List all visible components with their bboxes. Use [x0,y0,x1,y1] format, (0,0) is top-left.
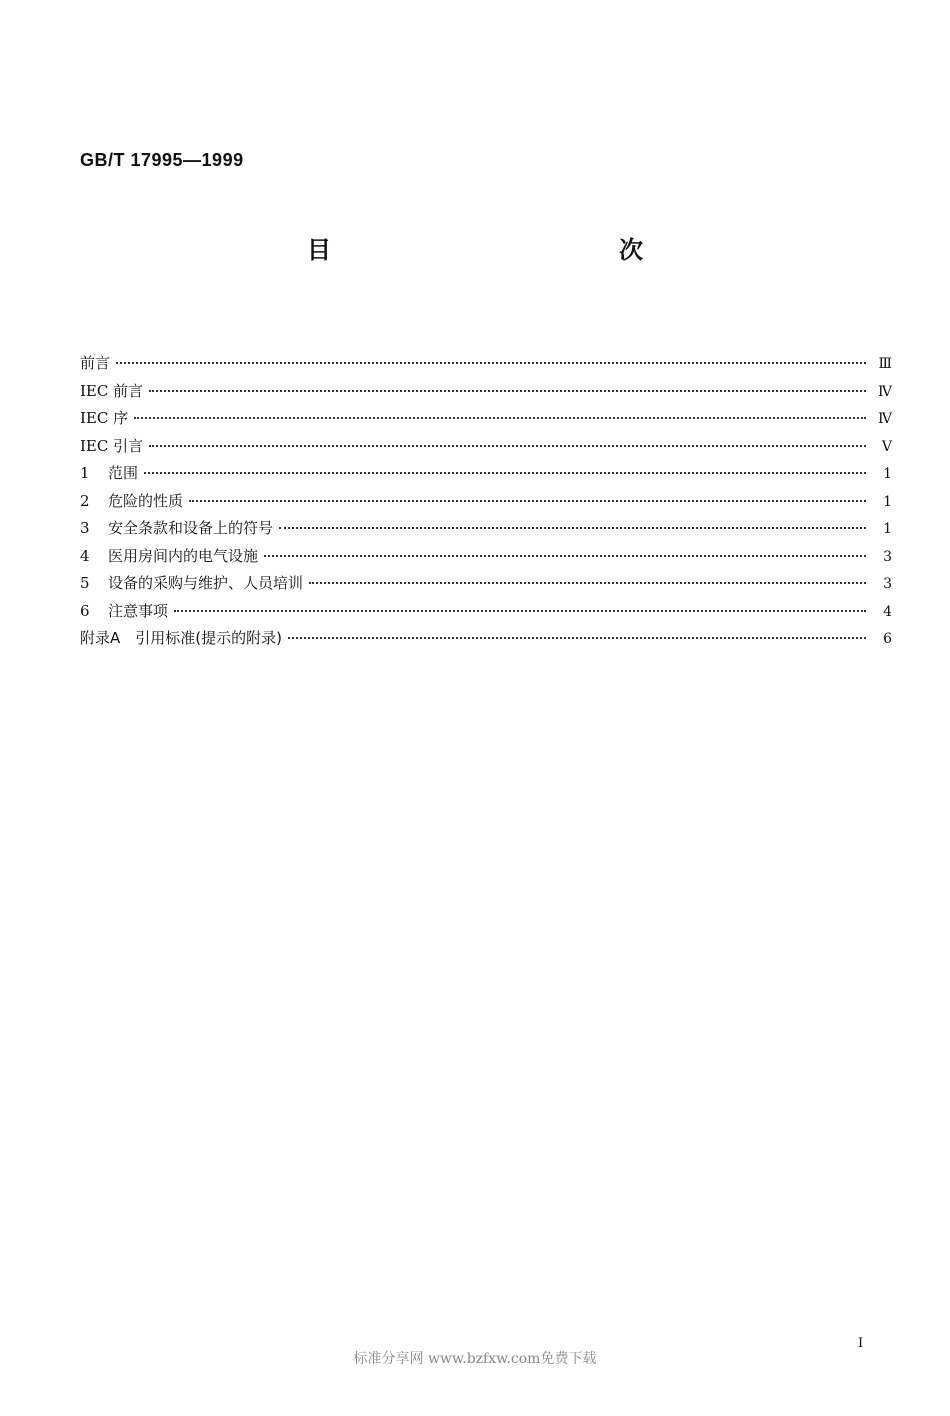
toc-entry-page: 1 [883,521,892,537]
toc-entry-number: 3 [80,519,90,537]
toc-entry-label: IEC 序 [80,409,129,427]
toc-entry[interactable] [80,435,892,463]
dot-leader [116,362,866,364]
dot-leader [279,527,866,529]
toc-entry-label: 范围 [108,464,139,482]
page-title: 目 次 [307,236,723,264]
toc-entry-label: 注意事项 [108,601,169,620]
watermark-footer: 标准分享网 www.bzfxw.com免费下载 [353,1351,597,1367]
toc-entry-page: 3 [883,576,892,592]
toc-entry-page: Ⅳ [878,383,892,400]
toc-entry[interactable] [80,517,892,545]
dot-leader [288,637,866,639]
dot-leader [149,390,866,392]
table-of-contents [80,352,892,655]
toc-entry-number: 2 [80,491,90,510]
toc-entry-label: 安全条款和设备上的符号 [108,519,274,537]
toc-entry-number: 1 [80,464,90,482]
toc-entry-page: Ⅴ [881,438,892,455]
toc-entry-number: 5 [80,574,90,592]
dot-leader [134,417,866,419]
standard-code: GB/T 17995—1999 [80,150,244,170]
toc-entry[interactable] [80,600,892,628]
toc-entry[interactable] [80,352,892,380]
toc-entry-page: 1 [883,466,892,482]
page-number: I [858,1336,864,1351]
toc-entry-label: 医用房间内的电气设施 [108,546,259,565]
dot-leader [149,445,866,447]
toc-entry-page: 4 [883,603,892,620]
dot-leader [264,555,866,557]
toc-entry[interactable] [80,627,892,655]
toc-entry[interactable] [80,380,892,408]
toc-entry-number: 4 [80,546,90,565]
toc-entry-label: 危险的性质 [108,491,184,510]
toc-entry[interactable] [80,407,892,435]
toc-entry-page: 6 [883,631,892,647]
toc-entry-label: 附录A 引用标准(提示的附录) [80,629,282,647]
toc-entry[interactable] [80,572,892,600]
toc-entry-label: 设备的采购与维护、人员培训 [108,574,304,592]
dot-leader [144,472,866,474]
toc-entry-label: 前言 [80,354,111,372]
toc-entry-page: Ⅳ [878,411,892,427]
dot-leader [309,582,866,584]
toc-entry-label: IEC 引言 [80,436,144,455]
dot-leader [189,500,866,502]
toc-entry[interactable] [80,462,892,490]
dot-leader [174,610,866,612]
toc-entry[interactable] [80,490,892,518]
toc-entry-page: Ⅲ [878,356,892,372]
toc-entry[interactable] [80,545,892,573]
toc-entry-page: 1 [883,493,892,510]
toc-entry-label: IEC 前言 [80,381,144,400]
toc-entry-page: 3 [883,548,892,565]
toc-entry-number: 6 [80,601,90,620]
